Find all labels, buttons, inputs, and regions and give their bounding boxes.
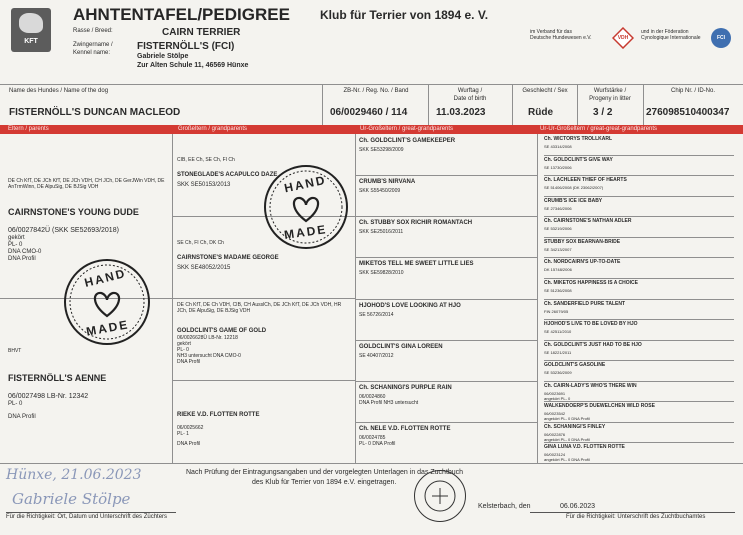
great-great-grandparent-name: Ch. SCHANINGI'S FINLEY [544, 423, 606, 430]
grandparent-name: RIEKE V.D. FLOTTEN ROTTE [177, 412, 260, 418]
grandparent-line: DNA Profil [177, 359, 201, 365]
great-grandparent-reg: SE 56726/2014 [359, 311, 394, 318]
great-great-grandparent-reg: SE 42511/2010 [544, 329, 572, 335]
great-great-grandparent-cell [544, 319, 734, 340]
vdh-text-2: Deutsche Hundewesen e.V. [530, 35, 592, 41]
great-great-grandparents-column [537, 134, 743, 463]
sire-reg: 06/0027842Ü (SKK SE52693/2018) [8, 227, 119, 234]
grandparent-titles: DE Ch KfT, DE Ch VDH, CIB, CH AusslCh, DE JCh KfT, DE JCh VDH, HR JCh, DE AlpuSig, DE BJSig VDH [177, 302, 342, 314]
hand-made-top-text: HAND [283, 172, 328, 196]
great-great-grandparent-name: Ch. CAIRN-LADY'S WHO'S THERE WIN [544, 382, 637, 389]
dam-name: FISTERNÖLL'S AENNE [8, 373, 107, 383]
great-great-grandparent-reg: SE 34213/2007 [544, 246, 572, 252]
breeder-signature-label: Für die Richtigkeit: Ort, Datum und Unterschrift des Züchters [6, 514, 168, 520]
great-great-grandparent-cell [544, 134, 734, 155]
grandparent-3 [177, 302, 352, 365]
grandparent-reg: 06/0026628Ü LB-Nr. 12218 [177, 335, 238, 341]
great-great-grandparent-reg: 06/0022876 [544, 431, 566, 437]
sex-label: Geschlecht / Sex [522, 88, 568, 94]
great-grandparent-name: Ch. SCHANINGI'S PURPLE RAIN [359, 384, 452, 391]
great-grandparent-cell [359, 381, 539, 422]
reg-value: 06/0029460 / 114 [330, 107, 408, 118]
great-grandparent-name: HJOHOD'S LOVE LOOKING AT HJO [359, 302, 461, 309]
sire-titles: DE Ch KfT, DE JCh KfT, DE JCh VDH, CH JCh, DE GerJWin VDH, DE AnTrmWinn, DE AlpuSig, DE BJSig VDH [8, 178, 165, 190]
great-great-grandparent-reg: 06/0023691 [544, 390, 566, 396]
sire-line5: DNA Profil [8, 256, 36, 262]
great-great-grandparent-reg: 06/0023124 [544, 452, 566, 458]
great-great-grandparent-reg: DK 15748/2006 [544, 267, 572, 273]
vdh-logo-text: VDH [617, 35, 629, 41]
dob-value: 11.03.2023 [436, 107, 486, 118]
dob-label-2: Date of birth [453, 96, 487, 102]
great-great-grandparent-extra: angekört PL- 0 [544, 395, 571, 401]
dob-label-1: Wurftag / [457, 88, 483, 94]
sire-line3: PL- 0 [8, 242, 23, 248]
great-great-grandparent-name: WALKENDOERP'S DUEWELCHEN WILD ROSE [544, 403, 655, 410]
grandparent-line: PL- 1 [177, 431, 189, 437]
certification-line-1: Nach Prüfung der Eintragungsangaben und der vorgelegten Unterlagen in das Zuchtbuch [186, 469, 464, 476]
great-great-grandparent-reg: SE 27346/2006 [544, 205, 572, 211]
great-great-grandparent-cell [544, 155, 734, 176]
great-grandparent-cell [359, 299, 539, 340]
great-great-grandparent-name: Ch. GOLDCLINT'S JUST HAD TO BE HJO [544, 341, 642, 348]
great-grandparent-name: Ch. STUBBY SOX RICHIR ROMANTACH [359, 220, 473, 227]
gen-greatgrandparents: Ur-Großeltern / great-grandparents [360, 126, 454, 132]
great-grandparents-column [355, 134, 537, 463]
vdh-logo [612, 27, 634, 49]
grandparent-line: DNA Profil [177, 441, 201, 447]
great-great-grandparent-cell [544, 278, 734, 299]
owner-name: Gabriele Stölpe [137, 53, 189, 60]
generation-header-bar [0, 125, 743, 134]
hand-made-stamp-bottom [62, 257, 152, 347]
great-great-grandparent-extra: angekört PL- 0 DNA Profil [544, 457, 590, 463]
owner-address: Zur Alten Schule 11, 46569 Hünxe [137, 62, 249, 69]
great-great-grandparent-reg: SE 51406/2008 (DK 23062/2007) [544, 185, 604, 191]
handwritten-signature: Gabriele Stölpe [12, 490, 131, 508]
fci-logo [711, 28, 731, 48]
hand-made-bottom-text: MADE [85, 317, 131, 339]
grandparent-reg: SKK SE50153/2013 [177, 182, 231, 188]
registry-signature-label: Für die Richtigkeit: Unterschrift des Zuchtbuchamtes [566, 514, 706, 520]
grandparent-name: CAIRNSTONE'S MADAME GEORGE [177, 255, 279, 261]
great-great-grandparent-reg: SE 53236/2009 [544, 370, 572, 376]
great-great-grandparent-cell [544, 422, 734, 443]
fci-logo-text: FCI [716, 35, 726, 41]
litter-value: 3 / 2 [593, 107, 613, 118]
great-grandparent-extra: DNA Profil NH3 untersucht [359, 399, 419, 406]
great-great-grandparent-cell [544, 175, 734, 196]
gen-greatgreatgrandparents: Ur-Ur-Großeltern / great-great-grandparents [540, 126, 658, 132]
great-grandparent-reg: SKK SE25016/2011 [359, 229, 404, 236]
great-grandparent-reg: SKK S55450/2009 [359, 188, 401, 195]
chip-value: 276098510400347 [646, 107, 730, 118]
grandparent-reg: SKK SE48052/2015 [177, 265, 231, 271]
great-great-grandparent-name: Ch. MIKETOS HAPPINESS IS A CHOICE [544, 279, 638, 286]
vdh-text-1: im Verband für das [530, 29, 572, 35]
kennel-label-de: Zwingername / [73, 42, 113, 48]
gen-grandparents: Großeltern / grandparents [178, 126, 248, 132]
kennel-name: FISTERNÖLL'S (FCI) [137, 41, 235, 52]
great-great-grandparent-name: Ch. GOLDCLINT'S GIVE WAY [544, 156, 613, 163]
place-date-label: Kelsterbach, den [478, 503, 531, 510]
club-stamp-icon [415, 471, 465, 521]
great-grandparent-cell [359, 422, 539, 463]
dam-line2: PL- 0 [8, 401, 23, 407]
grandparent-titles: CIB, EE Ch, SE Ch, FI Ch [177, 157, 235, 163]
grandparent-4 [177, 412, 352, 447]
dam-line3: DNA Profil [8, 414, 36, 420]
great-great-grandparent-cell [544, 257, 734, 278]
issue-date: 06.06.2023 [560, 503, 596, 510]
great-great-grandparent-reg: SE 43314/2008 [544, 144, 572, 149]
great-great-grandparent-cell [544, 216, 734, 237]
great-great-grandparent-name: Ch. LACHLEEN THIEF OF HEARTS [544, 177, 627, 184]
great-great-grandparent-cell [544, 360, 734, 381]
handwritten-place-date: Hünxe, 21.06.2023 [6, 467, 142, 483]
great-great-grandparent-cell [544, 237, 734, 258]
great-great-grandparent-extra: angekört PL- 0 DNA Profil [544, 436, 590, 442]
great-great-grandparent-extra: angekört PL- 0 DNA Profil [544, 416, 590, 422]
great-grandparent-reg: SE 40407/2012 [359, 352, 394, 359]
great-grandparent-reg: 06/0024860 [359, 393, 386, 400]
great-great-grandparent-cell [544, 340, 734, 361]
great-great-grandparent-reg: SE 13730/2006 [544, 164, 572, 170]
great-great-grandparent-name: GINA LUNA V.D. FLOTTEN ROTTE [544, 444, 625, 451]
kennel-label-en: Kennel name: [73, 50, 111, 56]
sire-line4: DNA CMO-0 [8, 249, 42, 255]
club-name: Klub für Terrier von 1894 e. V. [320, 8, 489, 22]
great-grandparent-cell [359, 134, 539, 175]
sire-name: CAIRNSTONE'S YOUNG DUDE [8, 207, 139, 217]
great-great-grandparent-name: Ch. CAIRNSTONE'S NATHAN ADLER [544, 218, 632, 225]
kft-logo-text: KFT [24, 38, 38, 45]
great-great-grandparent-name: Ch. WICTORYS TROLLKARL [544, 136, 613, 142]
great-grandparent-name: CRUMB'S NIRVANA [359, 179, 416, 186]
great-grandparent-reg: SKK SE53298/2009 [359, 147, 404, 153]
great-great-grandparent-name: Ch. SANDERFIELD PURE TALENT [544, 300, 626, 307]
hand-made-bottom-text: MADE [283, 222, 329, 242]
grandparent-name: STONEGLADE'S ACAPULCO DAZE [177, 172, 278, 178]
great-great-grandparent-name: Ch. NORDCAIRN'S UP-TO-DATE [544, 259, 621, 266]
sex-value: Rüde [528, 107, 553, 118]
grandparent-name: GOLDCLINT'S GAME OF GOLD [177, 328, 267, 334]
great-grandparent-cell [359, 175, 539, 216]
grandparent-line: gekört [177, 341, 191, 347]
great-great-grandparent-reg: SE 18221/2011 [544, 349, 572, 355]
great-grandparent-name: Ch. NELE V.D. FLOTTEN ROTTE [359, 425, 451, 432]
great-great-grandparent-cell [544, 442, 734, 463]
document-title: AHNTENTAFEL/PEDIGREE [73, 5, 290, 24]
great-great-grandparent-cell [544, 381, 734, 402]
great-grandparent-name: MIKETOS TELL ME SWEET LITTLE LIES [359, 261, 474, 268]
great-great-grandparent-cell [544, 196, 734, 217]
great-great-grandparent-cell [544, 401, 734, 422]
great-great-grandparent-reg: SE 51236/2008 [544, 287, 572, 293]
hand-made-top-text: HAND [82, 266, 128, 290]
dam-cell [8, 348, 168, 421]
hand-made-stamp-top [262, 163, 350, 251]
great-great-grandparent-name: STUBBY SOX BEARNAN-BRIDE [544, 238, 621, 245]
great-grandparent-name: GOLDCLINT'S GINA LOREEN [359, 343, 443, 350]
reg-label: ZB-Nr. / Reg. No. / Band [343, 88, 409, 94]
dog-name: FISTERNÖLL'S DUNCAN MACLEOD [9, 107, 181, 118]
breed-label: Rasse / Breed: [73, 28, 113, 34]
sire-cell [8, 178, 168, 263]
terrier-logo-icon [19, 13, 43, 33]
great-grandparent-cell [359, 340, 539, 381]
dam-reg: 06/0027498 LB-Nr. 12342 [8, 393, 89, 400]
great-grandparent-reg: 06/0024785 [359, 434, 386, 441]
litter-label-2: Progeny in litter [589, 96, 631, 102]
great-great-grandparent-name: CRUMB'S ICE ICE BABY [544, 197, 603, 204]
breed-value: CAIRN TERRIER [162, 27, 241, 38]
great-great-grandparent-name: GOLDCLINT'S GASOLINE [544, 362, 606, 369]
great-great-grandparent-name: HJOHOD'S LIVE TO BE LOVED BY HJO [544, 321, 638, 328]
certification-line-2: des Klub für Terrier von 1894 e.V. eingetragen. [252, 479, 397, 486]
great-great-grandparent-reg: SE 53219/2006 [544, 226, 572, 232]
great-grandparent-cell [359, 216, 539, 257]
kft-logo [11, 8, 51, 52]
great-great-grandparent-reg: FIN 26079/05 [544, 308, 569, 314]
fci-text-1: und in der Föderation [641, 29, 689, 35]
great-great-grandparent-reg: 06/0023542 [544, 411, 566, 417]
litter-label-1: Wurfstärke / [593, 88, 627, 94]
dog-name-label: Name des Hundes / Name of the dog [9, 88, 109, 94]
great-grandparent-reg: SKK SE59828/2010 [359, 270, 404, 277]
great-grandparent-name: Ch. GOLDCLINT'S GAMEKEEPER [359, 138, 456, 144]
gen-parents: Eltern / parents [8, 126, 49, 132]
grandparent-titles: SE Ch, FI Ch, DK Ch [177, 240, 224, 246]
dam-titles: BHVT [8, 348, 22, 354]
grandparent-reg: 06/0025662 [177, 425, 204, 431]
grandparent-line: NH3 untersucht DNA CMO-0 [177, 353, 241, 359]
chip-label: Chip Nr. / ID-No. [670, 88, 715, 94]
great-great-grandparent-cell [544, 299, 734, 320]
club-stamp [414, 470, 466, 522]
sire-line2: gekört [8, 235, 25, 241]
grandparent-line: PL- 0 [177, 347, 189, 353]
great-grandparent-extra: PL- 0 DNA Profil [359, 440, 396, 447]
fci-text-2: Cynologique Internationale [641, 35, 701, 41]
great-grandparent-cell [359, 257, 539, 298]
